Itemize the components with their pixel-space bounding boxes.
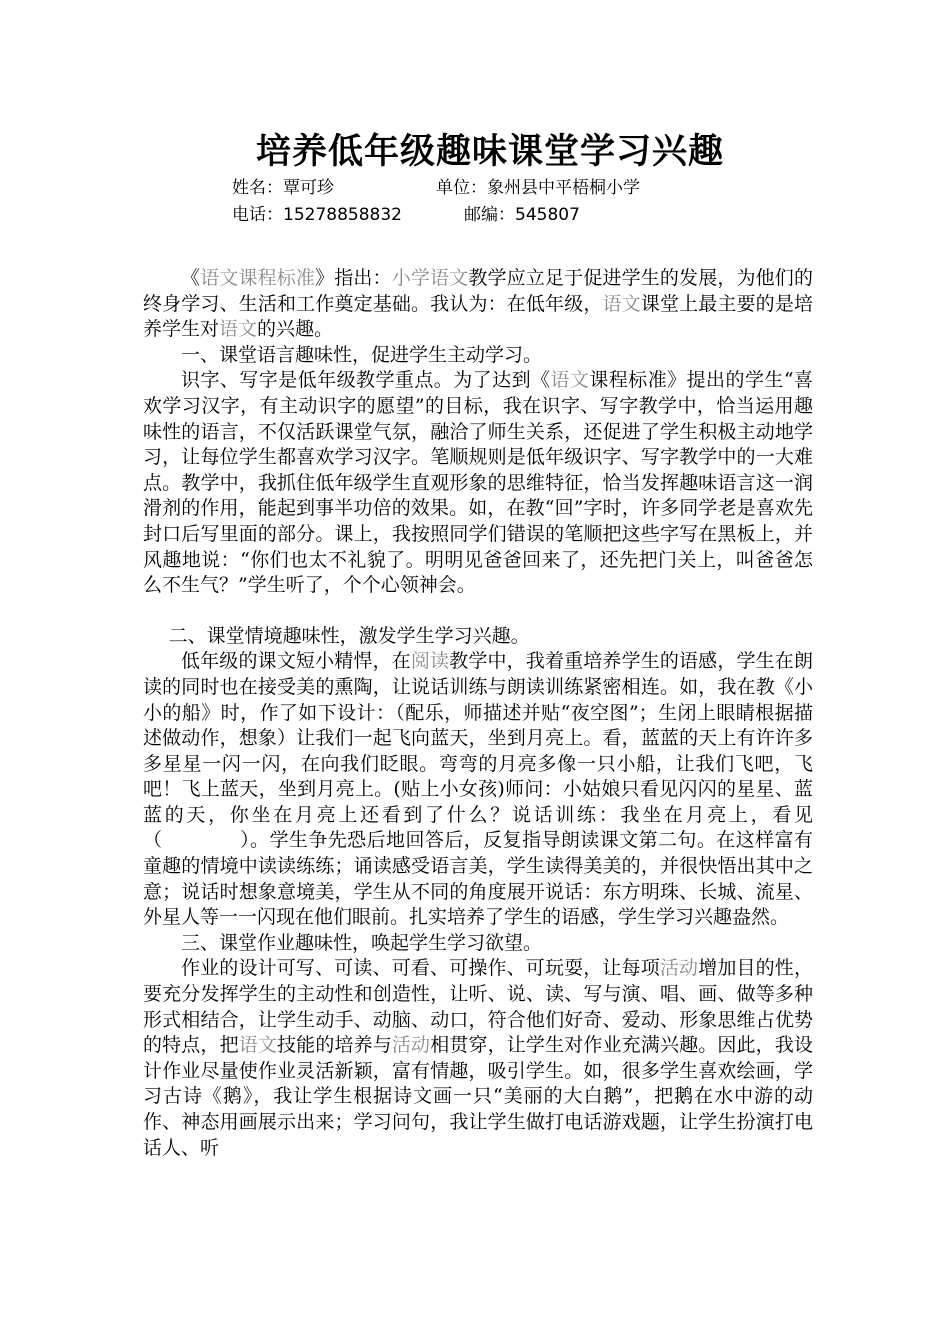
link-activity[interactable]: 活动 <box>391 1034 431 1057</box>
text-run: 课堂上最主要的是培养学生对 <box>143 292 813 341</box>
postcode-line <box>464 200 580 225</box>
document-title: 培养低年级趣味课堂学习兴趣 <box>255 132 724 172</box>
document-body <box>143 266 813 1161</box>
phone-number: 15278858832 <box>283 205 402 225</box>
text-run: 的兴趣。 <box>257 318 334 341</box>
text-run: 低年级的课文短小精悍，在 <box>181 650 411 673</box>
link-chinese[interactable]: 语文 <box>550 369 590 392</box>
text-run: 识字、写字是低年级教学重点。为了达到《 <box>181 369 551 392</box>
text-run: 《 <box>181 267 201 289</box>
paragraph-intro <box>143 266 813 343</box>
text-run: 教学应立足于促进学生的发展，为他们的终身学习、生活和工作奠定基础。我认为：在低年级， <box>143 267 813 315</box>
paragraph-section-3 <box>143 956 813 1161</box>
paragraph-section-1 <box>143 368 813 598</box>
text-run: 技能的培养与 <box>277 1034 392 1057</box>
text-run: 课程标准》提出的学生“喜欢学习汉字，有主动识字的愿望”的目标，我在识字、写字教学中，恰当运用趣味性的语言，不仅活跃课堂气氛，融洽了师生关系，还促进了学生积极主动地学习，让每位学生都喜欢学习汉字。笔顺规则是低年级识字、写字教学中的一大难点。教学中，我抓住低年级学生直观形象的思维特征，恰当发挥趣味语言这一润滑剂的作用，能起到事半功倍的效果。如，在教“回”字时，许多同学老是喜欢先封口后写里面的部分。课上，我按照同学们错误的笔顺把这些字写在黑板上，并风趣地说：“你们也太不礼貌了。明明见爸爸回来了，还先把门关上，叫爸爸怎么不生气？”学生听了，个个心领神会。 <box>143 369 813 597</box>
section-heading-1: 一、课堂语言趣味性，促进学生主动学习。 <box>181 343 543 366</box>
link-activity[interactable]: 活动 <box>659 957 699 980</box>
author-name: 姓名：覃可珍 <box>232 178 334 198</box>
text-run: 教学中，我着重培养学生的语感，学生在朗读的同时也在接受美的熏陶，让说话训练与朗读训练紧密相连。如，我在教《小小的船》时，作了如下设计：（配乐，师描述并贴“夜空图”；生闭上眼睛根据描述做动作，想象）让我们一起飞向蓝天，坐到月亮上。看，蓝蓝的天上有许许多多星星一闪一闪，在向我们眨眼。弯弯的月亮多像一只小船，让我们飞吧，飞吧！飞上蓝天，坐到月亮上。(贴上小女孩)师问：小姑娘只看见闪闪的星星、蓝蓝的天，你坐在月亮上还看到了什么？说话训练：我坐在月亮上，看见（ ）。学生争先恐后地回答后，反复指导朗读课文第二句。在这样富有童趣的情境中读读练练；诵读感受语言美，学生读得美美的，并很快悟出其中之意；说话时想象意境美，学生从不同的角度展开说话：东方明珠、长城、流星、外星人等一一闪现在他们眼前。扎实培养了学生的语感，学生学习兴趣盎然。 <box>143 650 813 929</box>
link-chinese[interactable]: 语文 <box>238 1034 278 1057</box>
text-run: 作业的设计可写、可读、可看、可操作、可玩耍，让每项 <box>181 957 660 980</box>
link-primary-chinese[interactable]: 小学语文 <box>391 267 469 289</box>
phone-line <box>232 200 402 225</box>
text-run: 增加目的性，要充分发挥学生的主动性和创造性，让听、说、读、写与演、唱、画、做等多种形式相结合，让学生动手、动脑、动口，符合他们好奇、爱动、形象思维占优势的特点，把 <box>143 957 813 1057</box>
author-unit: 单位：象州县中平梧桐小学 <box>436 178 640 198</box>
postcode-label: 邮编： <box>464 205 515 225</box>
text-run: 相贯穿，让学生对作业充满兴趣。因此，我设计作业尽量使作业灵活新颖，富有情趣，吸引学生。如，很多学生喜欢绘画，学习古诗《鹅》，我让学生根据诗文画一只“美丽的大白鹅”，把鹅在水中游的动作、神态用画展示出来；学习问句，我让学生做打电话游戏题，让学生扮演打电话人、听 <box>143 1034 813 1159</box>
phone-label: 电话： <box>232 205 283 225</box>
text-run: 》指出： <box>315 267 392 289</box>
section-heading-2: 二、课堂情境趣味性，激发学生学习兴趣。 <box>168 624 530 647</box>
link-reading[interactable]: 阅读 <box>410 650 450 673</box>
section-heading-3: 三、课堂作业趣味性，唤起学生学习欲望。 <box>181 931 543 954</box>
link-chinese[interactable]: 语文 <box>219 318 258 341</box>
postcode-number: 545807 <box>515 205 580 225</box>
link-chinese[interactable]: 语文 <box>602 292 641 315</box>
link-curriculum-standard[interactable]: 语文课程标准 <box>200 267 316 289</box>
paragraph-section-2 <box>143 649 813 931</box>
